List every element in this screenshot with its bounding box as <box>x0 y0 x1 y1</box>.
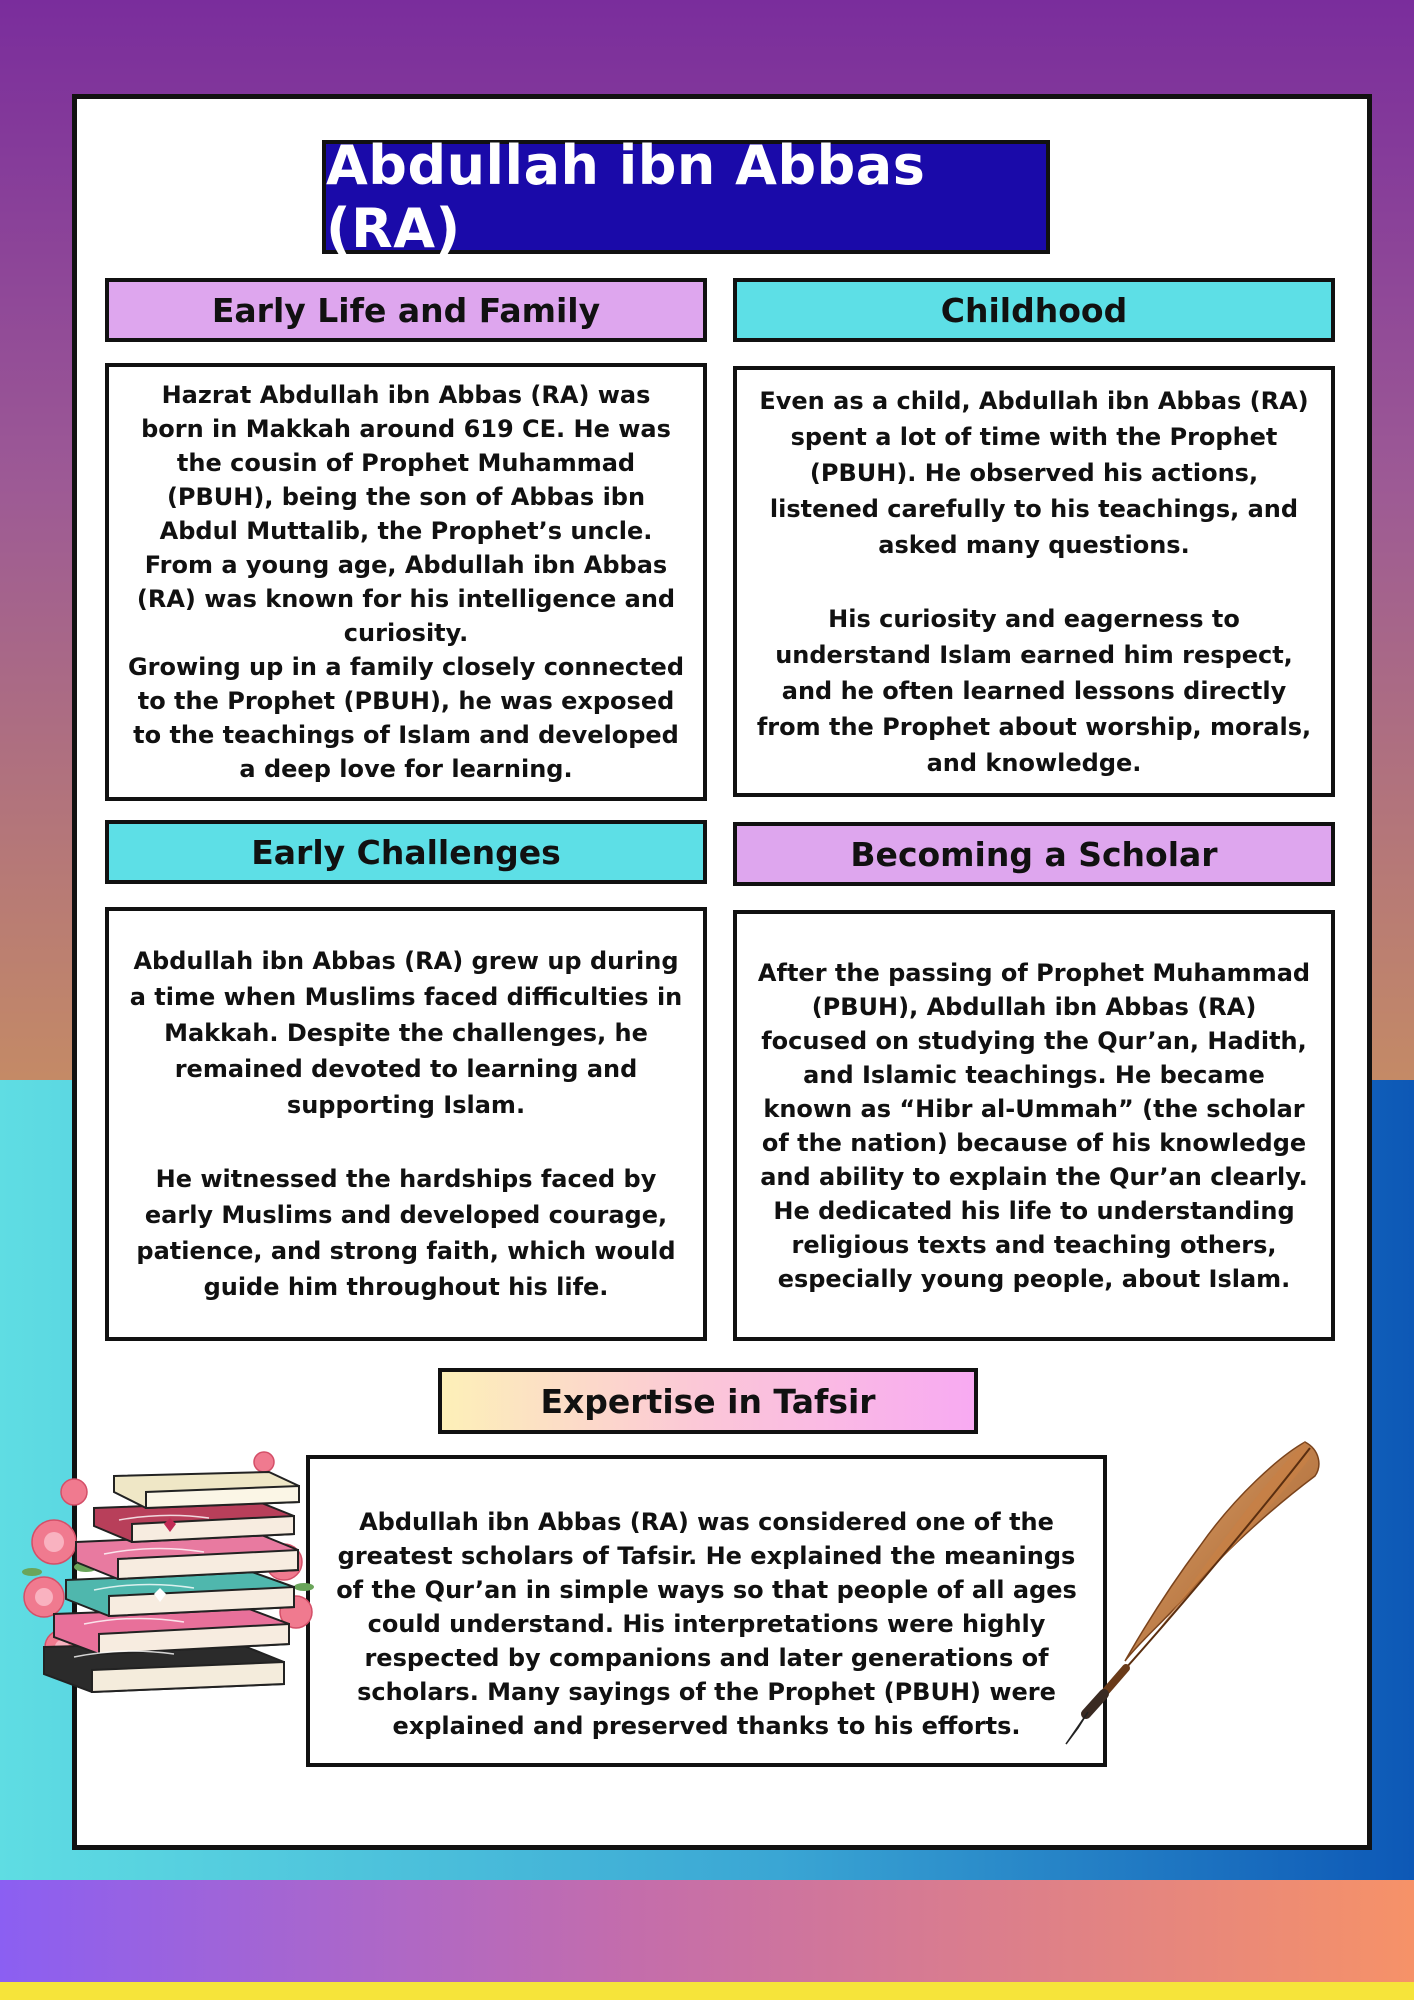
early-challenges-heading: Early Challenges <box>251 832 561 872</box>
early-life-text-box <box>105 363 707 801</box>
early-challenges-paragraph-2: He witnessed the hardships faced by early Muslims and developed courage, patience, and strong faith, which would guide him throughout his life. <box>136 1165 676 1301</box>
early-challenges-paragraph-1: Abdullah ibn Abbas (RA) grew up during a time when Muslims faced difficulties in Makkah. Despite the challenges, he remained devoted to learning and supporting Islam. <box>129 947 683 1119</box>
early-life-paragraph-2: Growing up in a family closely connected to the Prophet (PBUH), he was exposed to the teachings of Islam and developed a deep love for learning. <box>127 653 685 783</box>
childhood-paragraph-2: His curiosity and eagerness to understand Islam earned him respect, and he often learned lessons directly from the Prophet about worship, morals, and knowledge. <box>756 604 1312 777</box>
early-life-heading-box <box>105 278 707 342</box>
scholar-heading: Becoming a Scholar <box>850 834 1218 874</box>
book-stack-icon <box>14 1392 320 1698</box>
childhood-heading: Childhood <box>940 290 1128 330</box>
background-bottom-stripe <box>0 1880 1414 1982</box>
tafsir-heading-box <box>438 1368 978 1434</box>
page-title-box <box>322 134 1050 260</box>
early-life-heading: Early Life and Family <box>211 290 601 330</box>
scholar-paragraph-1: After the passing of Prophet Muhammad (PBUH), Abdullah ibn Abbas (RA) focused on studying the Qur’an, Hadith, and Islamic teachings. He became known as “Hibr al-Ummah” (the scholar of the nation) because of his knowledge and ability to explain the Qur’an clearly. <box>757 958 1311 1191</box>
early-life-paragraph-1: Hazrat Abdullah ibn Abbas (RA) was born in Makkah around 619 CE. He was the cousin of Prophet Muhammad (PBUH), being the son of Abbas ibn Abdul Muttalib, the Prophet’s uncle. From a young age, Abdullah ibn Abbas (RA) was known for his intelligence and curiosity. <box>136 381 676 647</box>
childhood-text-box <box>733 366 1335 797</box>
childhood-heading-box <box>733 278 1335 342</box>
background-yellow-strip <box>0 1982 1414 2000</box>
early-challenges-heading-box <box>105 820 707 884</box>
quill-pen-icon <box>1030 1436 1330 1756</box>
tafsir-paragraph-1: Abdullah ibn Abbas (RA) was considered one of the greatest scholars of Tafsir. He explained the meanings of the Qur’an in simple ways so that people of all ages could understand. His interpretations were highly respected by companions and later generations of scholars. Many sayings of the Prophet (PBUH) were explained and preserved thanks to his efforts. <box>336 1508 1077 1740</box>
scholar-paragraph-2: He dedicated his life to understanding religious texts and teaching others, especially young people, about Islam. <box>773 1196 1295 1293</box>
childhood-paragraph-1: Even as a child, Abdullah ibn Abbas (RA) spent a lot of time with the Prophet (PBUH). He observed his actions, listened carefully to his teachings, and asked many questions. <box>759 386 1309 559</box>
scholar-text-box <box>733 910 1335 1341</box>
scholar-heading-box <box>733 822 1335 886</box>
early-challenges-text-box <box>105 907 707 1341</box>
tafsir-text-box <box>306 1455 1107 1767</box>
page-title: Abdullah ibn Abbas (RA) <box>326 134 926 260</box>
tafsir-heading: Expertise in Tafsir <box>540 1381 876 1421</box>
